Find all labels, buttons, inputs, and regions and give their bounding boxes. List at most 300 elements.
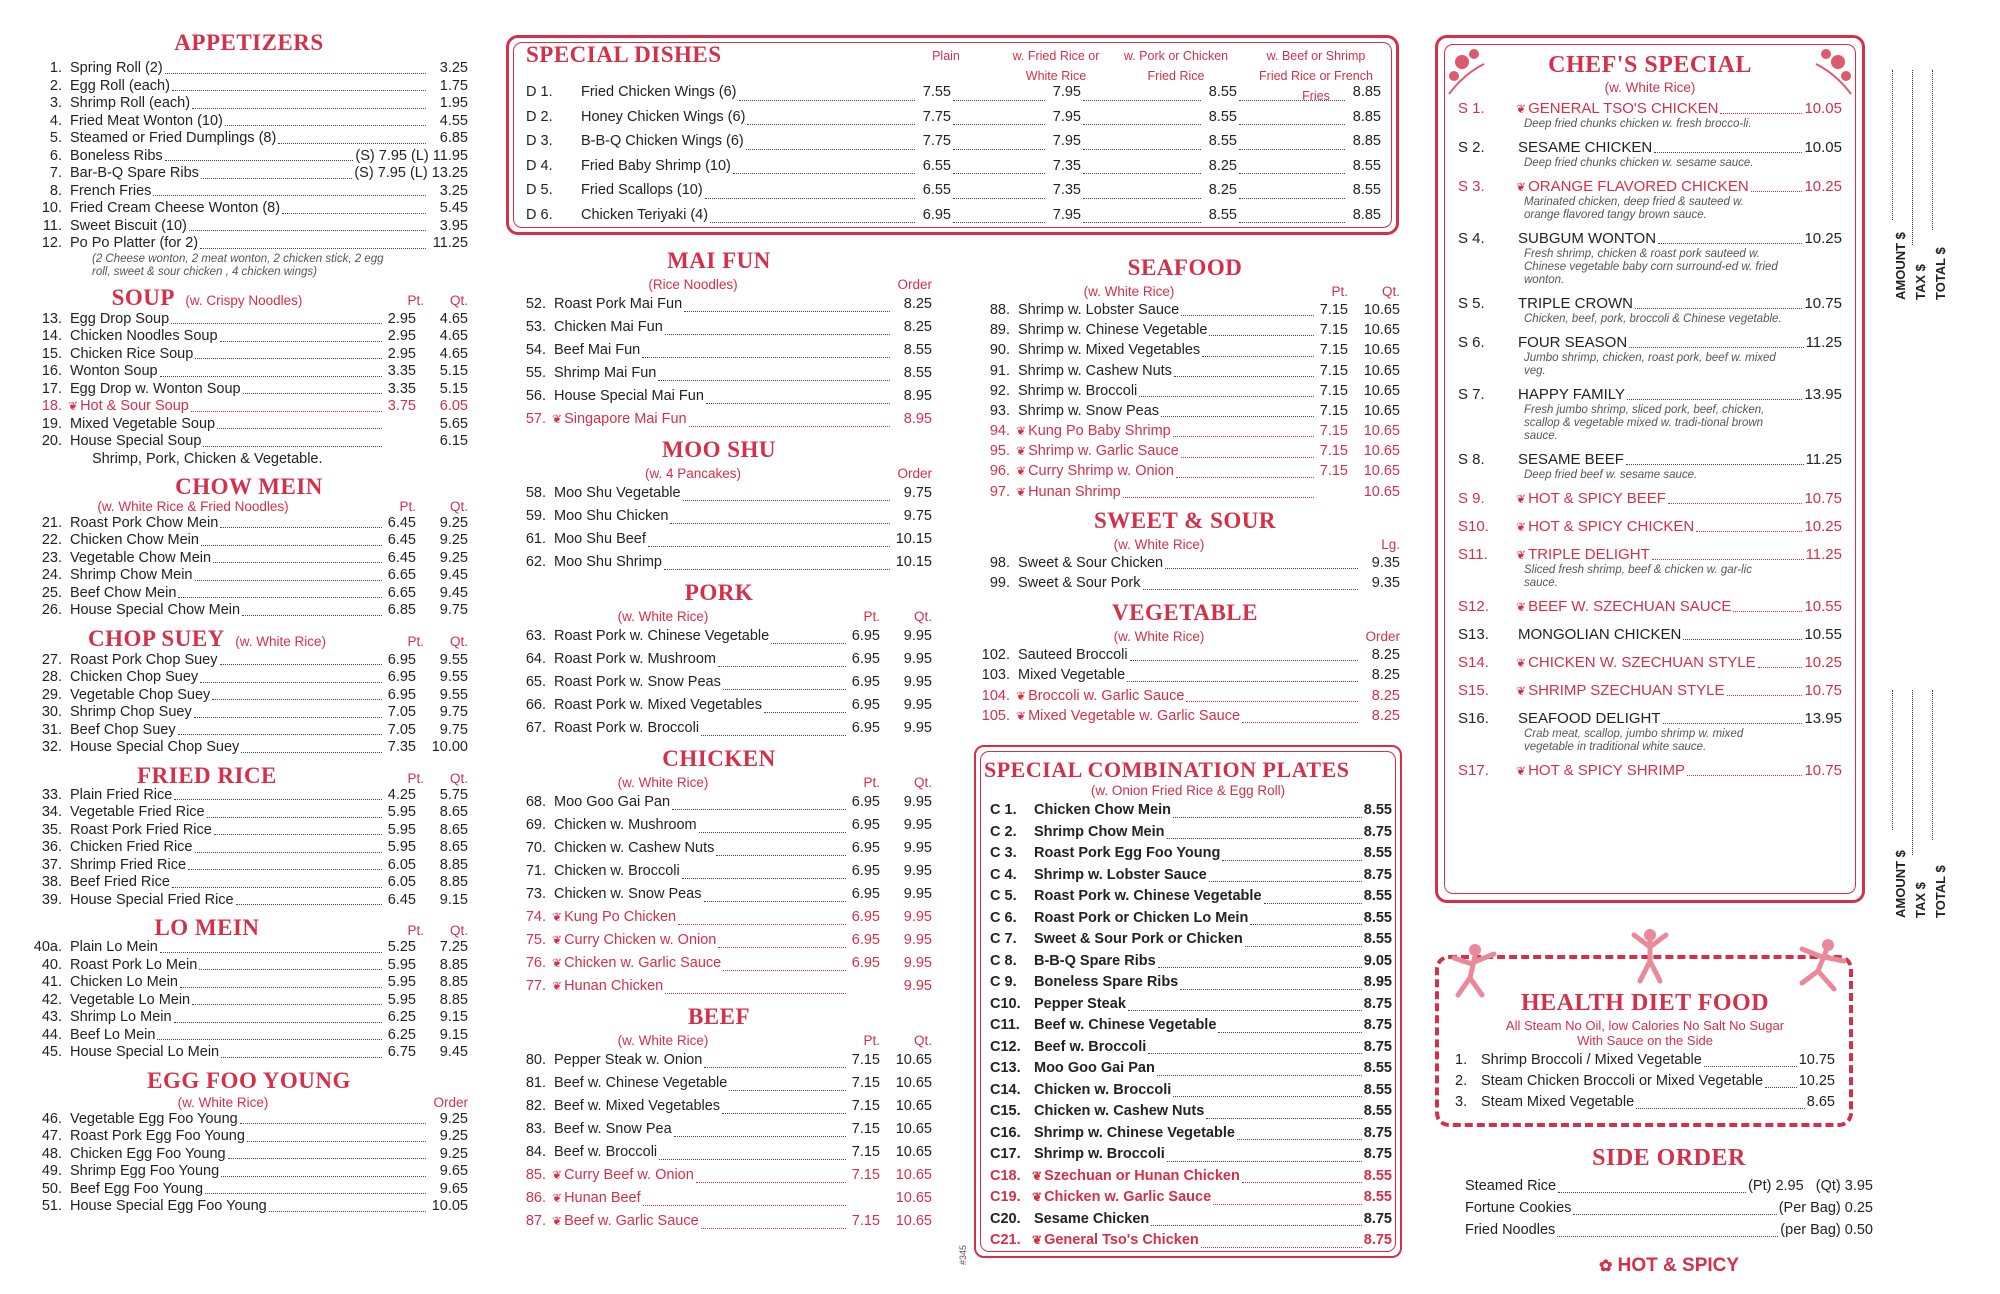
combo-item [984,929,1392,951]
item-description: Jumbo shrimp, chicken, roast pork, beef w. mixed veg. [1524,352,1776,377]
dot-leader [192,108,426,109]
header-col-pt: Pt. [863,1033,880,1048]
item-number: 44. [41,1026,62,1043]
item-price-pt: 6.75 [387,1044,416,1060]
title-row [30,915,468,939]
dot-leader [201,545,382,546]
item-number: C 1. [990,802,1017,818]
combo-section [984,757,1392,1252]
item-number: 51. [41,1198,62,1214]
header-col-qt: Qt. [913,609,932,624]
item-name: Shrimp Broccoli / Mixed Vegetable [1481,1052,1702,1068]
dot-leader [205,1193,426,1194]
item-price: 9.25 [439,1145,468,1162]
special-price: 7.35 [1052,157,1081,174]
item-number: 64. [525,651,546,667]
item-price-pt: 6.45 [387,549,416,566]
menu-item [30,992,468,1010]
menu-item [30,532,468,550]
item-price-pt: 6.95 [851,955,880,971]
platter-note: (2 Cheese wonton, 2 meat wonton, 2 chicken stick, 2 egg roll, sweet & sour chicken , 4 chicken wings) [92,252,384,278]
item-price: 8.55 [1363,1081,1392,1098]
item-name: General Tso's Chicken [1044,1232,1199,1248]
menu-item [30,416,468,434]
dot-leader [1083,222,1201,223]
item-price: 13.95 [1804,710,1842,727]
item-name: SUBGUM WONTON [1518,230,1657,247]
dot-leader [1558,1192,1746,1193]
item-price-qt: 9.95 [903,932,932,948]
menu-item [970,553,1400,574]
item-name: Vegetable Lo Mein [70,991,191,1008]
item-number: S13. [1458,626,1489,643]
item-price: 8.55 [1363,1167,1392,1184]
dot-leader [1202,356,1314,357]
header-sub: (w. White Rice & Fried Noodles) [97,498,289,514]
item-price-qt: 10.65 [1363,402,1400,419]
item-price: 10.25 [1798,1073,1835,1089]
item-price: 8.75 [1363,1210,1392,1227]
item-number: 63. [525,628,546,644]
item-name: House Special Lo Mein [70,1044,220,1060]
item-price-qt: 9.95 [903,720,932,736]
dot-leader [665,993,846,994]
dot-leader [1206,1118,1361,1119]
item-name: Kung Po Chicken [564,909,677,925]
item-price-qt: 10.65 [1363,463,1400,480]
item-name: BEEF W. SZECHUAN SAUCE [1528,598,1732,615]
chef-item-row [1458,654,1842,672]
item-price-pt: 7.15 [851,1098,880,1114]
chili-icon: ❦ [552,910,563,924]
item-price-pt: 6.95 [387,686,416,703]
side-item [1465,1175,1873,1197]
item-name: Beef Chop Suey [70,721,176,738]
item-name: Broccoli w. Garlic Sauce [1028,687,1185,704]
item-price: 8.75 [1363,995,1392,1012]
item-name: Chicken w. Broccoli [554,863,680,879]
item-number: 93. [989,402,1010,419]
dot-leader [746,149,915,150]
item-price-qt: 5.15 [439,380,468,397]
item-number: C 9. [990,974,1017,990]
total-line-1 [1932,70,1933,230]
item-price-qt: 8.85 [439,974,468,990]
item-price: 8.95 [903,411,932,427]
dot-leader [1239,198,1345,199]
maifun-title: MAI FUN [667,248,771,273]
dot-leader [1237,1139,1362,1140]
soup-header [30,285,468,311]
item-number: 77. [525,978,546,994]
item-name: Chicken Chow Mein [70,532,199,548]
item-name: Chicken Chop Suey [70,669,199,685]
item-name: Fried Chicken Wings (6) [581,84,737,100]
item-price-qt: 7.25 [439,939,468,955]
chef-item [1458,178,1842,222]
header-sub: (Rice Noodles) [648,277,738,292]
item-name: Beef w. Garlic Sauce [564,1213,699,1229]
item-price-qt: 10.65 [895,1190,932,1206]
menu-item [506,505,932,528]
chili-icon: ❦ [1032,1190,1043,1204]
soup-note: Shrimp, Pork, Chicken & Vegetable. [92,450,323,467]
item-price: 8.65 [1806,1094,1835,1110]
item-price: 8.55 [1363,931,1392,947]
item-name: Shrimp w. Garlic Sauce [1028,443,1179,460]
dot-leader [704,901,847,902]
item-number: S15. [1458,682,1489,699]
item-name: Roast Pork Chow Mein [70,514,219,531]
chef-item-row [1458,100,1842,118]
item-price-qt: 10.65 [895,1121,932,1137]
dot-leader [1683,639,1802,640]
menu-item [30,857,468,875]
item-number: 82. [525,1098,546,1114]
dot-leader [1167,838,1362,839]
dot-leader [705,198,915,199]
item-name: CHICKEN W. SZECHUAN STYLE [1528,654,1756,671]
item-price-qt: 9.95 [903,674,932,690]
menu-item [30,235,468,253]
dot-leader [165,160,354,161]
item-price: 5.45 [439,200,468,216]
item-name: B-B-Q Spare Ribs [1034,952,1156,969]
item-number: 27. [41,651,62,668]
item-price-pt: 6.95 [851,863,880,879]
item-name: MONGOLIAN CHICKEN [1518,626,1682,643]
dot-leader [1130,660,1358,661]
dot-leader [225,125,426,126]
item-name: Chicken w. Garlic Sauce [564,955,722,971]
item-name: Hunan Chicken [564,978,664,994]
item-price-qt: 6.05 [439,398,468,414]
item-number: 40. [41,956,62,973]
item-name: Shrimp Egg Foo Young [70,1163,220,1179]
item-description: Deep fried beef w. sesame sauce. [1524,469,1698,481]
item-price-pt: 7.35 [387,739,416,755]
item-name: Hunan Shrimp [1028,483,1121,500]
dot-leader [1083,173,1201,174]
header-sub: (w. White Rice) [1083,284,1175,299]
chef-item-row [1458,490,1842,508]
dot-leader [1083,198,1201,199]
header-col-pt: Pt. [407,923,424,938]
item-price-qt: 9.15 [439,1009,468,1025]
menu-item [30,567,468,585]
chef-item [1458,451,1842,482]
item-description: Crab meat, scallop, jumbo shrimp w. mixed vegetable in traditional white sauce. [1524,728,1744,753]
item-name: HOT & SPICY BEEF [1528,490,1666,507]
item-price-pt: 7.15 [851,1144,880,1160]
item-price: 8.25 [903,296,932,312]
header-col-qt: Order [1365,628,1400,644]
combo-item [984,1080,1392,1102]
item-name: Chicken Noodles Soup [70,328,218,344]
header-sub: (w. White Rice) [177,1094,269,1110]
menu-item [506,293,932,316]
dot-leader [195,358,382,359]
item-price-qt: 9.75 [439,704,468,720]
dot-leader [240,1123,426,1124]
item-price: 10.05 [1804,100,1842,117]
special-price: 7.95 [1052,206,1081,223]
special-col-header: w. Beef or Shrimp Fried Rice or French Fries [1259,49,1373,103]
item-price-pt: 7.05 [387,721,416,738]
dot-leader [189,230,426,231]
dot-leader [178,734,382,735]
item-number: C16. [990,1124,1021,1141]
dot-leader [729,1090,846,1091]
item-number: 24. [41,567,62,583]
item-number: 31. [41,721,62,738]
item-price-pt: 6.25 [387,1026,416,1043]
item-price: (per Bag) 0.50 [1780,1222,1873,1238]
item-number: 35. [41,821,62,838]
header-col-qt: Order [897,277,932,292]
chili-icon: ❦ [1032,1168,1043,1183]
item-name: House Special Chop Suey [70,739,240,755]
item-price: 9.05 [1363,952,1392,969]
menu-item [30,363,468,381]
column-header [506,608,932,625]
dot-leader [1157,1075,1362,1076]
dot-leader [153,195,426,196]
combo-item [984,1209,1392,1231]
item-number: S 8. [1458,451,1485,468]
soup-list [30,311,468,451]
item-number: C17. [990,1146,1021,1162]
item-name: Steamed or Fried Dumplings (8) [70,130,277,146]
menu-item [506,694,932,717]
menu-item [506,648,932,671]
item-price-qt: 5.15 [439,363,468,379]
item-number: 75. [525,932,546,948]
item-name: Sweet Biscuit (10) [70,217,187,234]
item-number: 57. [525,411,546,427]
item-number: 45. [41,1044,62,1060]
item-number: 96. [989,463,1010,480]
item-price: 10.55 [1804,626,1842,643]
item-price-qt: 10.65 [1363,342,1400,359]
dot-leader [1242,722,1358,723]
item-price-qt: 9.95 [903,651,932,667]
item-price-pt: 5.95 [387,804,416,820]
chef-item-row [1458,178,1842,196]
hot-spicy-legend [1465,1255,1873,1277]
combo-item [984,1101,1392,1123]
item-price-pt: 6.05 [387,874,416,890]
chef-item [1458,386,1842,443]
item-price-qt: 4.65 [439,310,468,327]
item-price-pt: 3.75 [387,398,416,414]
menu-item [970,401,1400,421]
item-name: House Special Soup [70,433,202,449]
dot-leader [269,1211,426,1212]
dot-leader [180,987,382,988]
item-price-qt: 9.95 [903,886,932,902]
header-col-pt: Pt. [407,292,424,308]
item-price-qt: 8.85 [439,991,468,1008]
item-number: 66. [525,697,546,713]
item-price: 10.75 [1804,490,1842,507]
combo-sub: (w. Onion Fried Rice & Egg Roll) [1090,783,1286,798]
dot-leader [1123,497,1314,498]
item-number: 67. [525,720,546,736]
item-name: Roast Pork w. Broccoli [554,720,700,736]
item-price: (Pt) 2.95 (Qt) 3.95 [1748,1178,1873,1194]
header-col-qt: Qt. [449,498,468,514]
menu-item [30,939,468,957]
menu-item [30,804,468,822]
dot-leader [716,855,846,856]
item-name: Chicken w. Mushroom [554,817,697,833]
item-number: 105. [981,708,1010,725]
item-price: 1.75 [439,77,468,94]
menu-item [30,1146,468,1164]
sweetsour-title: SWEET & SOUR [1094,507,1276,533]
item-name: Shrimp Chow Mein [1034,823,1165,840]
dot-leader [682,878,846,879]
item-price-pt: 6.25 [387,1009,416,1025]
item-description: Fresh shrimp, chicken & roast pork sauteed w. Chinese vegetable baby corn surround-ed w. fried wonton. [1524,248,1778,286]
chef-item-row [1458,139,1842,157]
combo-item [984,1144,1392,1166]
item-price: 8.55 [903,365,932,381]
combo-item [984,1230,1392,1252]
item-number: 22. [41,532,62,548]
item-number: S 1. [1458,100,1485,117]
appetizers-list [30,60,468,253]
item-name: Po Po Platter (for 2) [70,235,199,251]
item-price-qt: 10.65 [895,1167,932,1183]
item-name: Beef w. Broccoli [1034,1038,1147,1055]
chili-icon: ❦ [1516,102,1527,116]
item-price-pt: 7.15 [1319,443,1348,460]
chef-item [1458,762,1842,780]
item-price: 8.75 [1363,823,1392,840]
item-price-qt: 4.65 [439,328,468,344]
item-price: 13.95 [1804,386,1842,403]
dot-leader [1242,1182,1362,1183]
menu-item [506,671,932,694]
dot-leader [1158,967,1362,968]
item-number: 30. [41,704,62,720]
item-name: Chicken w. Snow Peas [554,886,702,902]
item-number: 11. [42,217,62,234]
menu-item [30,1009,468,1027]
combo-item [984,972,1392,994]
item-number: C 5. [990,888,1017,904]
dot-leader [217,428,382,429]
menu-item [30,822,468,840]
dot-leader [1176,477,1314,478]
dot-leader [1635,308,1802,309]
item-number: 29. [41,686,62,703]
dot-leader [1658,243,1802,244]
menu-item [506,1095,932,1118]
chili-icon: ❦ [1016,484,1027,499]
item-number: C 4. [990,866,1017,883]
item-number: 95. [989,443,1010,460]
dot-leader [764,712,846,713]
item-number: 94. [989,423,1010,440]
dot-leader [174,1022,382,1023]
menu-item [506,551,932,574]
item-number: 10. [41,200,62,216]
item-number: D 4. [526,157,553,174]
chef-item-row [1458,295,1842,313]
item-price: 8.75 [1363,1146,1392,1162]
menu-item [506,791,932,814]
item-number: C19. [990,1189,1021,1205]
menu-item [30,585,468,603]
menu-item [30,328,468,346]
header-sub: (w. White Rice) [617,1033,709,1048]
item-name: HOT & SPICY CHICKEN [1528,518,1695,535]
special-item [526,80,1381,105]
menu-item [970,706,1400,727]
item-price: 8.25 [1371,708,1400,725]
special-price: 8.55 [1208,206,1237,223]
item-number: 36. [41,839,62,855]
vegetable-title: VEGETABLE [1112,599,1258,625]
menu-item [30,1181,468,1199]
dot-leader [171,323,382,324]
item-number: 69. [525,817,546,833]
item-price-qt: 10.65 [895,1052,932,1068]
dot-leader [1654,152,1802,153]
item-price-qt: 9.55 [439,651,468,668]
special-col-header: Plain [932,49,960,63]
dot-leader [953,149,1045,150]
item-price-pt: 5.95 [387,821,416,838]
header-col-pt: Pt. [407,770,424,786]
dot-leader [203,446,382,447]
item-number: 74. [525,909,546,925]
dot-leader [699,832,846,833]
item-number: 39. [41,891,62,908]
item-number: D 6. [526,206,553,223]
item-price-qt: 8.85 [439,874,468,890]
item-price-qt: 5.65 [439,415,468,432]
menu-item [30,739,468,757]
menu-item [30,652,468,670]
item-price-qt: 9.95 [903,697,932,713]
item-number: 25. [41,584,62,601]
item-name: Egg Drop Soup [70,310,170,327]
item-name: Vegetable Chop Suey [70,686,211,703]
menu-item [30,1044,468,1062]
menu-item [30,113,468,131]
dot-leader [683,500,890,501]
item-price-pt: 7.05 [387,704,416,720]
special-price: 7.95 [1052,108,1081,125]
item-price: 9.75 [903,508,932,524]
item-number: 70. [525,840,546,856]
item-number: S 9. [1458,490,1485,507]
item-number: 99. [989,575,1010,592]
amount-line-1 [1892,70,1893,220]
item-number: 17. [41,380,62,397]
chef-item-row [1458,451,1842,469]
item-number: D 1. [526,84,553,100]
menu-item [30,839,468,857]
dot-leader [278,143,426,144]
dot-leader [1627,399,1802,400]
item-price-pt: 7.15 [851,1213,880,1229]
dot-leader [242,615,382,616]
